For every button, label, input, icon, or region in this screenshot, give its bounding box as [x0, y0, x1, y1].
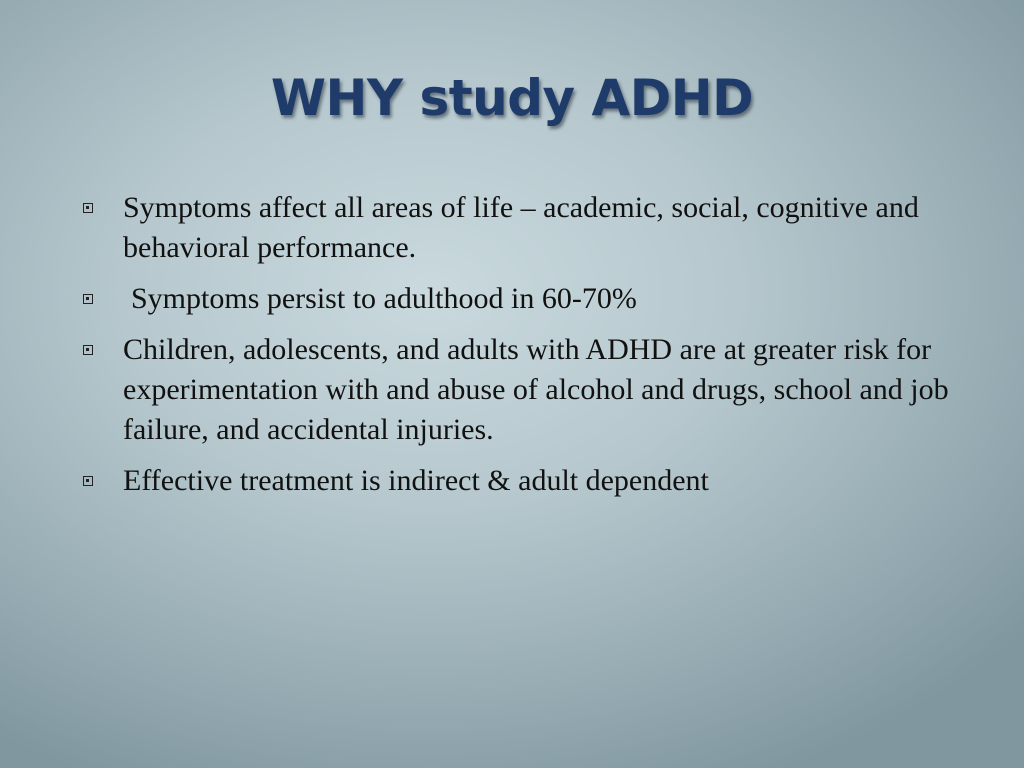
bullet-item — [78, 330, 958, 450]
bullet-item — [78, 461, 958, 501]
square-bullet-icon — [83, 476, 93, 486]
bullet-text: Symptoms affect all areas of life – academic, social, cognitive and behavioral performance. — [123, 191, 919, 264]
bullet-item — [78, 279, 958, 319]
bullet-text: Effective treatment is indirect & adult dependent — [123, 464, 709, 497]
square-bullet-icon — [83, 294, 93, 304]
bullet-item — [78, 188, 958, 268]
slide-title: WHY study ADHD — [270, 69, 754, 127]
bullet-text: Children, adolescents, and adults with ADHD are at greater risk for experimentation with and abuse of alcohol and drugs, school and job failure, and accidental injuries. — [123, 333, 949, 446]
square-bullet-icon — [83, 203, 93, 213]
square-bullet-icon — [83, 345, 93, 355]
bullet-list — [78, 188, 958, 512]
bullet-text: Symptoms persist to adulthood in 60-70% — [131, 282, 637, 315]
